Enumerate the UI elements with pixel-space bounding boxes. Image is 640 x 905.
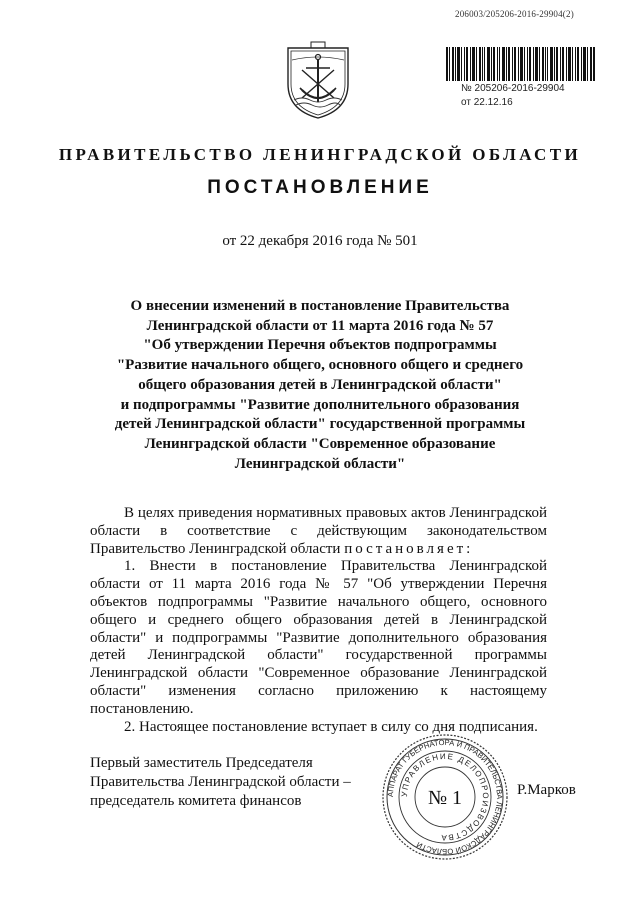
registration-number: № 205206-2016-29904 [461, 83, 565, 94]
title-line: "Развитие начального общего, основного общего и среднего [116, 357, 524, 374]
issuer-heading: ПРАВИТЕЛЬСТВО ЛЕНИНГРАДСКОЙ ОБЛАСТИ [58, 145, 582, 164]
title-line: общего образования детей в Ленинградской области" [138, 376, 502, 393]
title-line: и подпрограммы "Развитие дополнительного образования [120, 396, 520, 413]
document-body [90, 505, 547, 736]
registration-date: от 22.12.16 [461, 97, 513, 108]
signatory-line: Правительства Ленинградской области – [90, 774, 351, 790]
item-1-paragraph: 1. Внести в постановление Правительства Ленинградской области от 11 марта 2016 года № 57 "Об утверждении Перечня объектов подпрограммы "Развитие начального общего, основного общего и среднего общего образования детей в Ленинградской области" и подпрограммы "Развитие дополнительного образования детей Ленинградской области" государственной программы Ленинградской области "Современное образование Ленинградской области" изменения согласно приложению к настоящему постановлению. [90, 558, 547, 717]
coat-of-arms-emblem [282, 40, 354, 120]
signatory-line: председатель комитета финансов [90, 793, 302, 809]
document-reference-number: 206003/205206-2016-29904(2) [455, 9, 574, 19]
stamp-number: № 1 [427, 787, 463, 809]
intro-text: В целях приведения нормативных правовых актов Ленинградской области в соответствие с действующим законодательством Правительство Ленинградской области [90, 505, 547, 557]
document-title [100, 297, 540, 474]
title-line: "Об утверждении Перечня объектов подпрограммы [143, 337, 497, 354]
document-date-number: от 22 декабря 2016 года № 501 [222, 233, 418, 249]
title-line: Ленинградской области "Современное образование [144, 435, 496, 452]
signatory-line: Первый заместитель Председателя [90, 755, 313, 771]
item-2-paragraph: 2. Настоящее постановление вступает в силу со дня подписания. [124, 718, 538, 735]
intro-paragraph [90, 505, 547, 558]
stamp-ring-text: АППАРАТ ГУБЕРНАТОРА И ПРАВИТЕЛЬСТВА ЛЕНИНГРАДСКОЙ ОБЛАСТИ [385, 737, 505, 857]
title-line: детей Ленинградской области" государственной программы [114, 416, 526, 433]
title-line: Ленинградской области" [234, 455, 406, 472]
barcode [446, 47, 596, 81]
document-type-heading: ПОСТАНОВЛЕНИЕ [207, 177, 433, 198]
decree-verb: постановляет: [344, 540, 474, 557]
signatory-name: Р.Марков [517, 782, 576, 798]
signatory-position [90, 754, 351, 811]
title-line: О внесении изменений в постановление Правительства [130, 298, 510, 314]
stamp-inner-text: УПРАВЛЕНИЕ ДЕЛОПРОИЗВОДСТВА [399, 751, 491, 843]
title-line: Ленинградской области от 11 марта 2016 года № 57 [146, 317, 494, 334]
official-stamp [380, 732, 510, 862]
